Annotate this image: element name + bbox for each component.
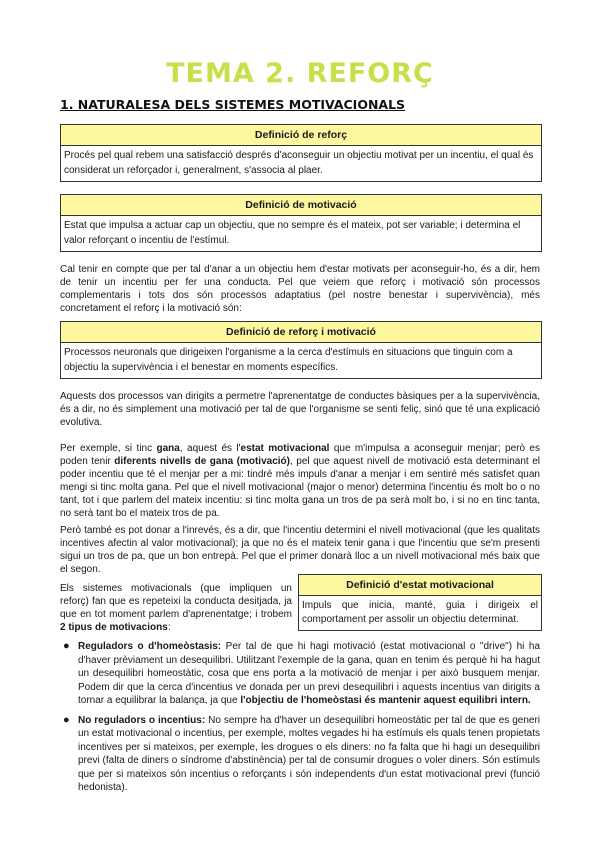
paragraph-example: Per exemple, si tinc gana, aquest és l'estat motivacional que m'impulsa a aconseguir menjar; però es poden tenir diferents nivells de gana (motivació), pel que aquest nivell de motivació esta determinant el poder incentiu que té el menjar per a mi: tindré més impuls d'anar a menjar i em sentiré més satisfet quan mengi si tinc molta gana. Pel que el nivell motivacional (major o menor) determina l'incentiu és molt bo o no tant, tot i que parlem del mateix incentiu: si tinc molta gana un tros de pa serà molt bo, i si no en tinc tanta, no serà tant bo el mateix tros de pa. [60,443,540,519]
bullet-icon: ● [63,640,70,652]
paragraph-evolutive: Aquests dos processos van dirigits a permetre l'aprenentatge de conductes bàsiques per a la supervivència, és a dir, no és simplement una motivació per tal de que l'organisme se senti feliç, sinó que té una explicació evolutiva. [60,391,540,428]
definition-heading: Definició d'estat motivacional [299,575,541,596]
definition-heading: Definició de motivació [61,195,541,216]
paragraph-intro: Cal tenir en compte que per tal d'anar a un objectiu hem d'estar motivats per aconseguir-ho, és a dir, hem de tenir un incentiu per fer una conducta. Pel que veiem que reforç i motivació són processos complementaris i tots dos són processos adaptatius (pel nostre benestar i supervivència), més concretament el reforç i la motivació són: [60,264,540,314]
definition-box-reforc-motivacio [60,321,542,379]
definition-body: Processos neuronals que dirigeixen l'organisme a la cerca d'estímuls en situacions que tinguin com a objectiu la supervivència i el benestar en moments específics. [64,347,513,373]
definition-body: Procés pel qual rebem una satisfacció després d'aconseguir un objectiu motivat per un incentiu, el qual és considerat un reforçador i, generalment, s'associa al plaer. [64,150,534,176]
paragraph-inverse: Però també es pot donar a l'inrevés, és a dir, que l'incentiu determini el nivell motivacional (que les qualitats incentives afectin al valor motivacional); ja que no és el mateix tenir gana i que l'incentiu que se'm presenti sigui un tros de pa, que un bon entrepà. Pel que el primer donarà lloc a un nivell motivacional més baix que el segon. [60,525,540,575]
definition-box-reforc [60,124,542,182]
section-heading: 1. NATURALESA DELS SISTEMES MOTIVACIONALS [60,97,406,112]
list-item: ● No reguladors o incentius: No sempre ha d'haver un desequilibri homeostàtic per tal de que es generi un estat motivacional o incentius, per exemple, moltes vegades hi ha estímuls els quals tenen propietats incentives per si mateixos, per exemple, les drogues o els diners: no fa falta que hi hagi un desequilibri previ (falta de diners o síndrome d'abstinència) per tal de consumir drogues o voler diners. Són estímuls que per si mateixos són incentius o reforçants i són independents d'un estat motivacional previ (funció hedonista). [63,713,540,793]
bullet-icon: ● [63,713,70,726]
definition-box-motivacio [60,194,542,252]
paragraph-types: Els sistemes motivacionals (que impliquen un reforç) fan que es repeteixi la conducta desitjada, ja que en tot moment parlem d'aprenentatge; i trobem 2 tipus de motivacions: [60,583,292,633]
definition-box-estat-motivacional [298,574,542,631]
definition-body: Estat que impulsa a actuar cap un objectiu, que no sempre és el mateix, pot ser variable; i determina el valor reforçant o incentiu de l'estímul. [64,220,521,246]
page-title: TEMA 2. REFORÇ [166,58,434,89]
definition-body: Impuls que inicia, manté, guia i dirigeix el comportament per assolir un objectiu determinat. [302,600,538,625]
definition-heading: Definició de reforç i motivació [61,322,541,343]
list-item: ● Reguladors o d'homeòstasis: Per tal de que hi hagi motivació (estat motivacional o "drive") hi ha d'haver prèviament un desequilibri. Utilitzant l'exemple de la gana, quan en tenim és perquè hi ha hagut un desequilibri homeostàtic, cosa que ens porta a la motivació de menjar i per això busquem menjar. Podem dir que la cerca d'incentius ve donada per un previ desequilibri i aquests incentius van dirigits a tornar a equilibrar la balança, ja que l'objectiu de l'homeòstasi és mantenir aquest equilibri intern. [63,640,540,706]
motivation-types-list [60,640,540,801]
definition-heading: Definició de reforç [61,125,541,146]
